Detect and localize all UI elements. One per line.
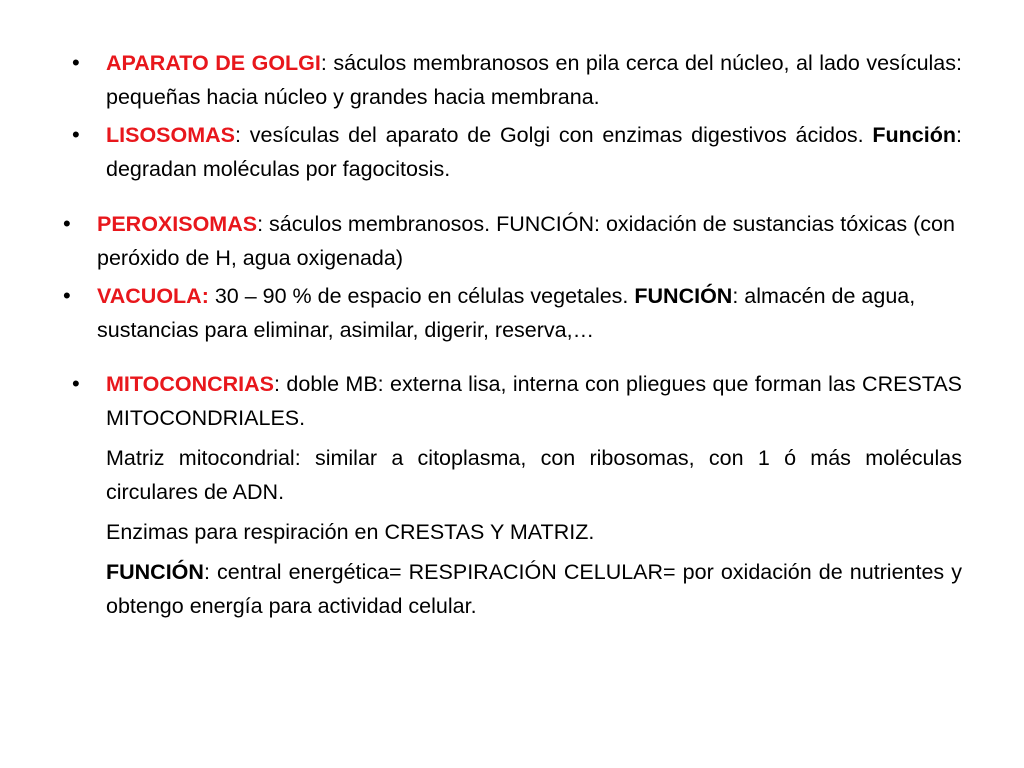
mitocondrias-function-text: : central energética= RESPIRACIÓN CELULAR= por oxidación de nutrientes y obtengo energía para actividad celular. (106, 560, 962, 618)
vacuola-term: VACUOLA: (97, 284, 209, 308)
list-item-golgi (72, 46, 962, 114)
organelle-block-mitocondrias (72, 367, 962, 623)
lisosomas-term: LISOSOMAS (106, 123, 236, 147)
mitocondrias-paragraph (106, 367, 962, 435)
mitocondrias-function-label: FUNCIÓN (106, 560, 204, 584)
bullet-icon: • (72, 371, 80, 396)
peroxisomas-text: : sáculos membranosos. FUNCIÓN: oxidación de sustancias tóxicas (con peróxido de H, agua oxigenada) (97, 212, 955, 270)
list-item-vacuola (63, 279, 957, 347)
lisosomas-function-text: : degradan moléculas por fagocitosis. (106, 123, 962, 181)
list-item-peroxisomas (63, 207, 957, 275)
bullet-icon: • (72, 122, 80, 147)
vacuola-function-text: : almacén de agua, sustancias para eliminar, asimilar, digerir, reserva,… (97, 284, 916, 342)
golgi-term: APARATO DE GOLGI (106, 51, 321, 75)
peroxisomas-paragraph (97, 207, 957, 275)
bullet-icon: • (63, 211, 71, 236)
organelle-block-golgi-lisosomas (72, 46, 962, 186)
mitocondrias-function-paragraph (106, 555, 962, 623)
golgi-paragraph (106, 46, 962, 114)
matriz-paragraph: Matriz mitocondrial: similar a citoplasma, con ribosomas, con 1 ó más moléculas circulares de ADN. (106, 446, 962, 504)
list-item-lisosomas (72, 118, 962, 186)
lisosomas-function-label: Función (872, 123, 957, 147)
vacuola-text: 30 – 90 % de espacio en células vegetales. (208, 284, 635, 308)
vacuola-paragraph (97, 279, 957, 347)
organelle-block-peroxisomas-vacuola (63, 207, 957, 347)
list-item-mitocondrias (72, 367, 962, 435)
vacuola-function-label: FUNCIÓN (634, 284, 733, 308)
golgi-text: : sáculos membranosos en pila cerca del núcleo, al lado vesículas: pequeñas hacia núcleo y grandes hacia membrana. (106, 51, 962, 109)
lisosomas-text: : vesículas del aparato de Golgi con enzimas digestivos ácidos. (235, 123, 864, 147)
peroxisomas-term: PEROXISOMAS (97, 212, 258, 236)
mitocondrias-text: : doble MB: externa lisa, interna con pliegues que forman las CRESTAS MITOCONDRIALES. (106, 372, 962, 430)
enzimas-paragraph: Enzimas para respiración en CRESTAS Y MATRIZ. (106, 520, 595, 544)
mitocondrias-term: MITOCONCRIAS (106, 372, 275, 396)
bullet-icon: • (72, 50, 80, 75)
lisosomas-paragraph (106, 118, 962, 186)
bullet-icon: • (63, 283, 71, 308)
